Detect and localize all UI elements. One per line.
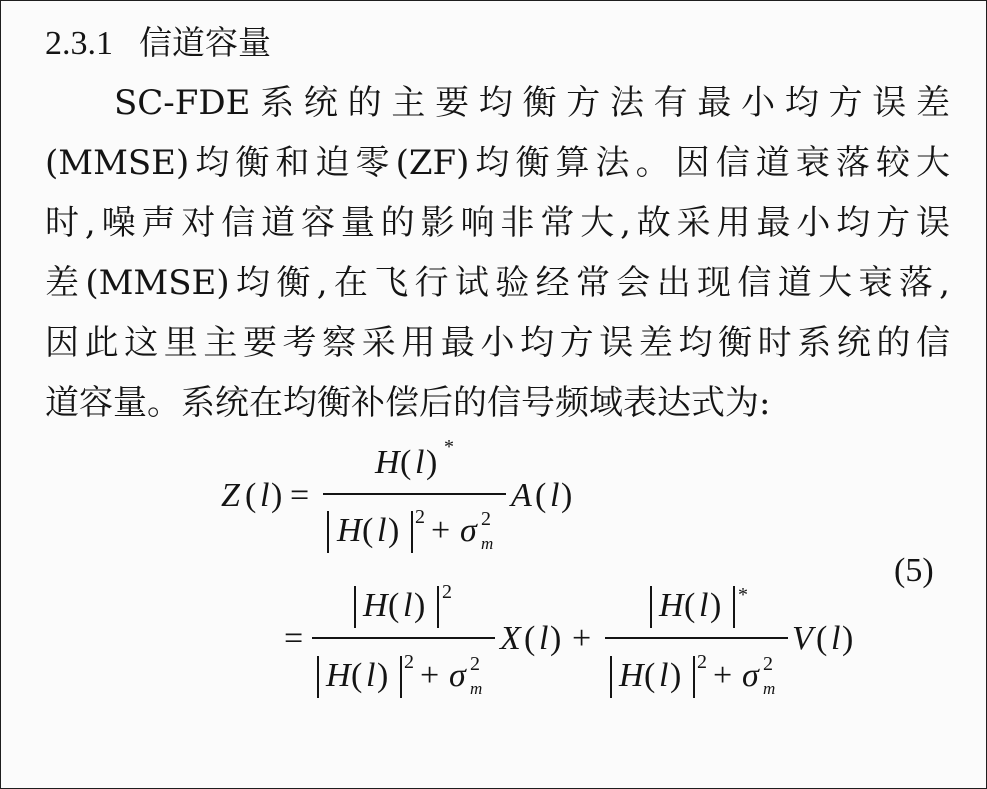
eq1-abs-left (327, 511, 329, 553)
eq2-signal-term: X( l) (500, 620, 562, 657)
eq2-plus: + (572, 620, 592, 657)
eq2-den2-power: 2 (697, 651, 707, 673)
eq1-numerator: H( l) (375, 444, 438, 481)
eq2-fraction1-bar (312, 637, 495, 639)
eq2-den2-abs-right (693, 656, 695, 698)
eq2-num1-power: 2 (442, 581, 452, 603)
eq1-conj: * (444, 436, 454, 458)
eq2-den2: H( l) (619, 657, 682, 694)
eq2-num1: H( l) (363, 587, 426, 624)
eq2-den1-plus: + (420, 657, 440, 694)
eq2-noise-term: V( l) (792, 620, 854, 657)
paragraph-line-3: 时,噪声对信道容量的影响非常大,故采用最小均方误 (45, 203, 950, 243)
eq1-denominator: H( l) (337, 512, 400, 549)
eq2-num2: H( l) (659, 587, 722, 624)
eq2-den1-sigma-power: 2 (470, 653, 480, 675)
eq2-num1-abs-left (354, 586, 356, 628)
eq2-den1-power: 2 (404, 651, 414, 673)
eq2-num1-abs-right (437, 586, 439, 628)
paragraph-line-2: (MMSE)均衡和迫零(ZF)均衡算法。因信道衰落较大 (45, 143, 950, 183)
eq1-data-term: A( l) (511, 477, 573, 514)
section-title: 信道容量 (139, 23, 271, 62)
eq2-den1-sigma-sub: m (470, 679, 483, 698)
equation (1, 1, 986, 788)
eq1-abs-right (411, 511, 413, 553)
eq2-num2-abs-left (650, 586, 652, 628)
eq2-den2-plus: + (713, 657, 733, 694)
paragraph-line-1: SC-FDE系统的主要均衡方法有最小均方误差 (114, 83, 950, 123)
paragraph-line-5: 因此这里主要考察采用最小均方误差均衡时系统的信 (45, 323, 950, 363)
paragraph-line-6: 道容量。系统在均衡补偿后的信号频域表达式为: (45, 383, 771, 423)
eq-equals-1: = (290, 477, 310, 514)
eq2-den1: H( l) (326, 657, 389, 694)
eq2-den2-sigma-power: 2 (763, 653, 773, 675)
eq2-den1-abs-right (400, 656, 402, 698)
eq2-num2-conj: * (738, 584, 748, 606)
equation-number: (5) (894, 552, 934, 589)
eq1-den-power: 2 (415, 506, 425, 528)
paragraph-line-4: 差(MMSE)均衡,在飞行试验经常会出现信道大衰落, (45, 263, 950, 303)
eq2-den2-sigma-sub: m (763, 679, 776, 698)
eq1-sigma: σ (460, 512, 477, 549)
eq2-den2-sigma: σ (742, 657, 759, 694)
eq1-sigma-sub: m (481, 534, 494, 553)
section-number: 2.3.1 (45, 25, 113, 62)
eq2-fraction2-bar (605, 637, 788, 639)
eq2-num2-abs-right (733, 586, 735, 628)
eq1-fraction-bar (323, 493, 506, 495)
eq2-den1-sigma: σ (449, 657, 466, 694)
eq2-den1-abs-left (317, 656, 319, 698)
eq1-sigma-power: 2 (481, 508, 491, 530)
eq1-den-plus: + (431, 512, 451, 549)
eq-equals-2: = (284, 620, 304, 657)
eq2-den2-abs-left (610, 656, 612, 698)
eq-lhs: Z ( l) (221, 477, 283, 514)
